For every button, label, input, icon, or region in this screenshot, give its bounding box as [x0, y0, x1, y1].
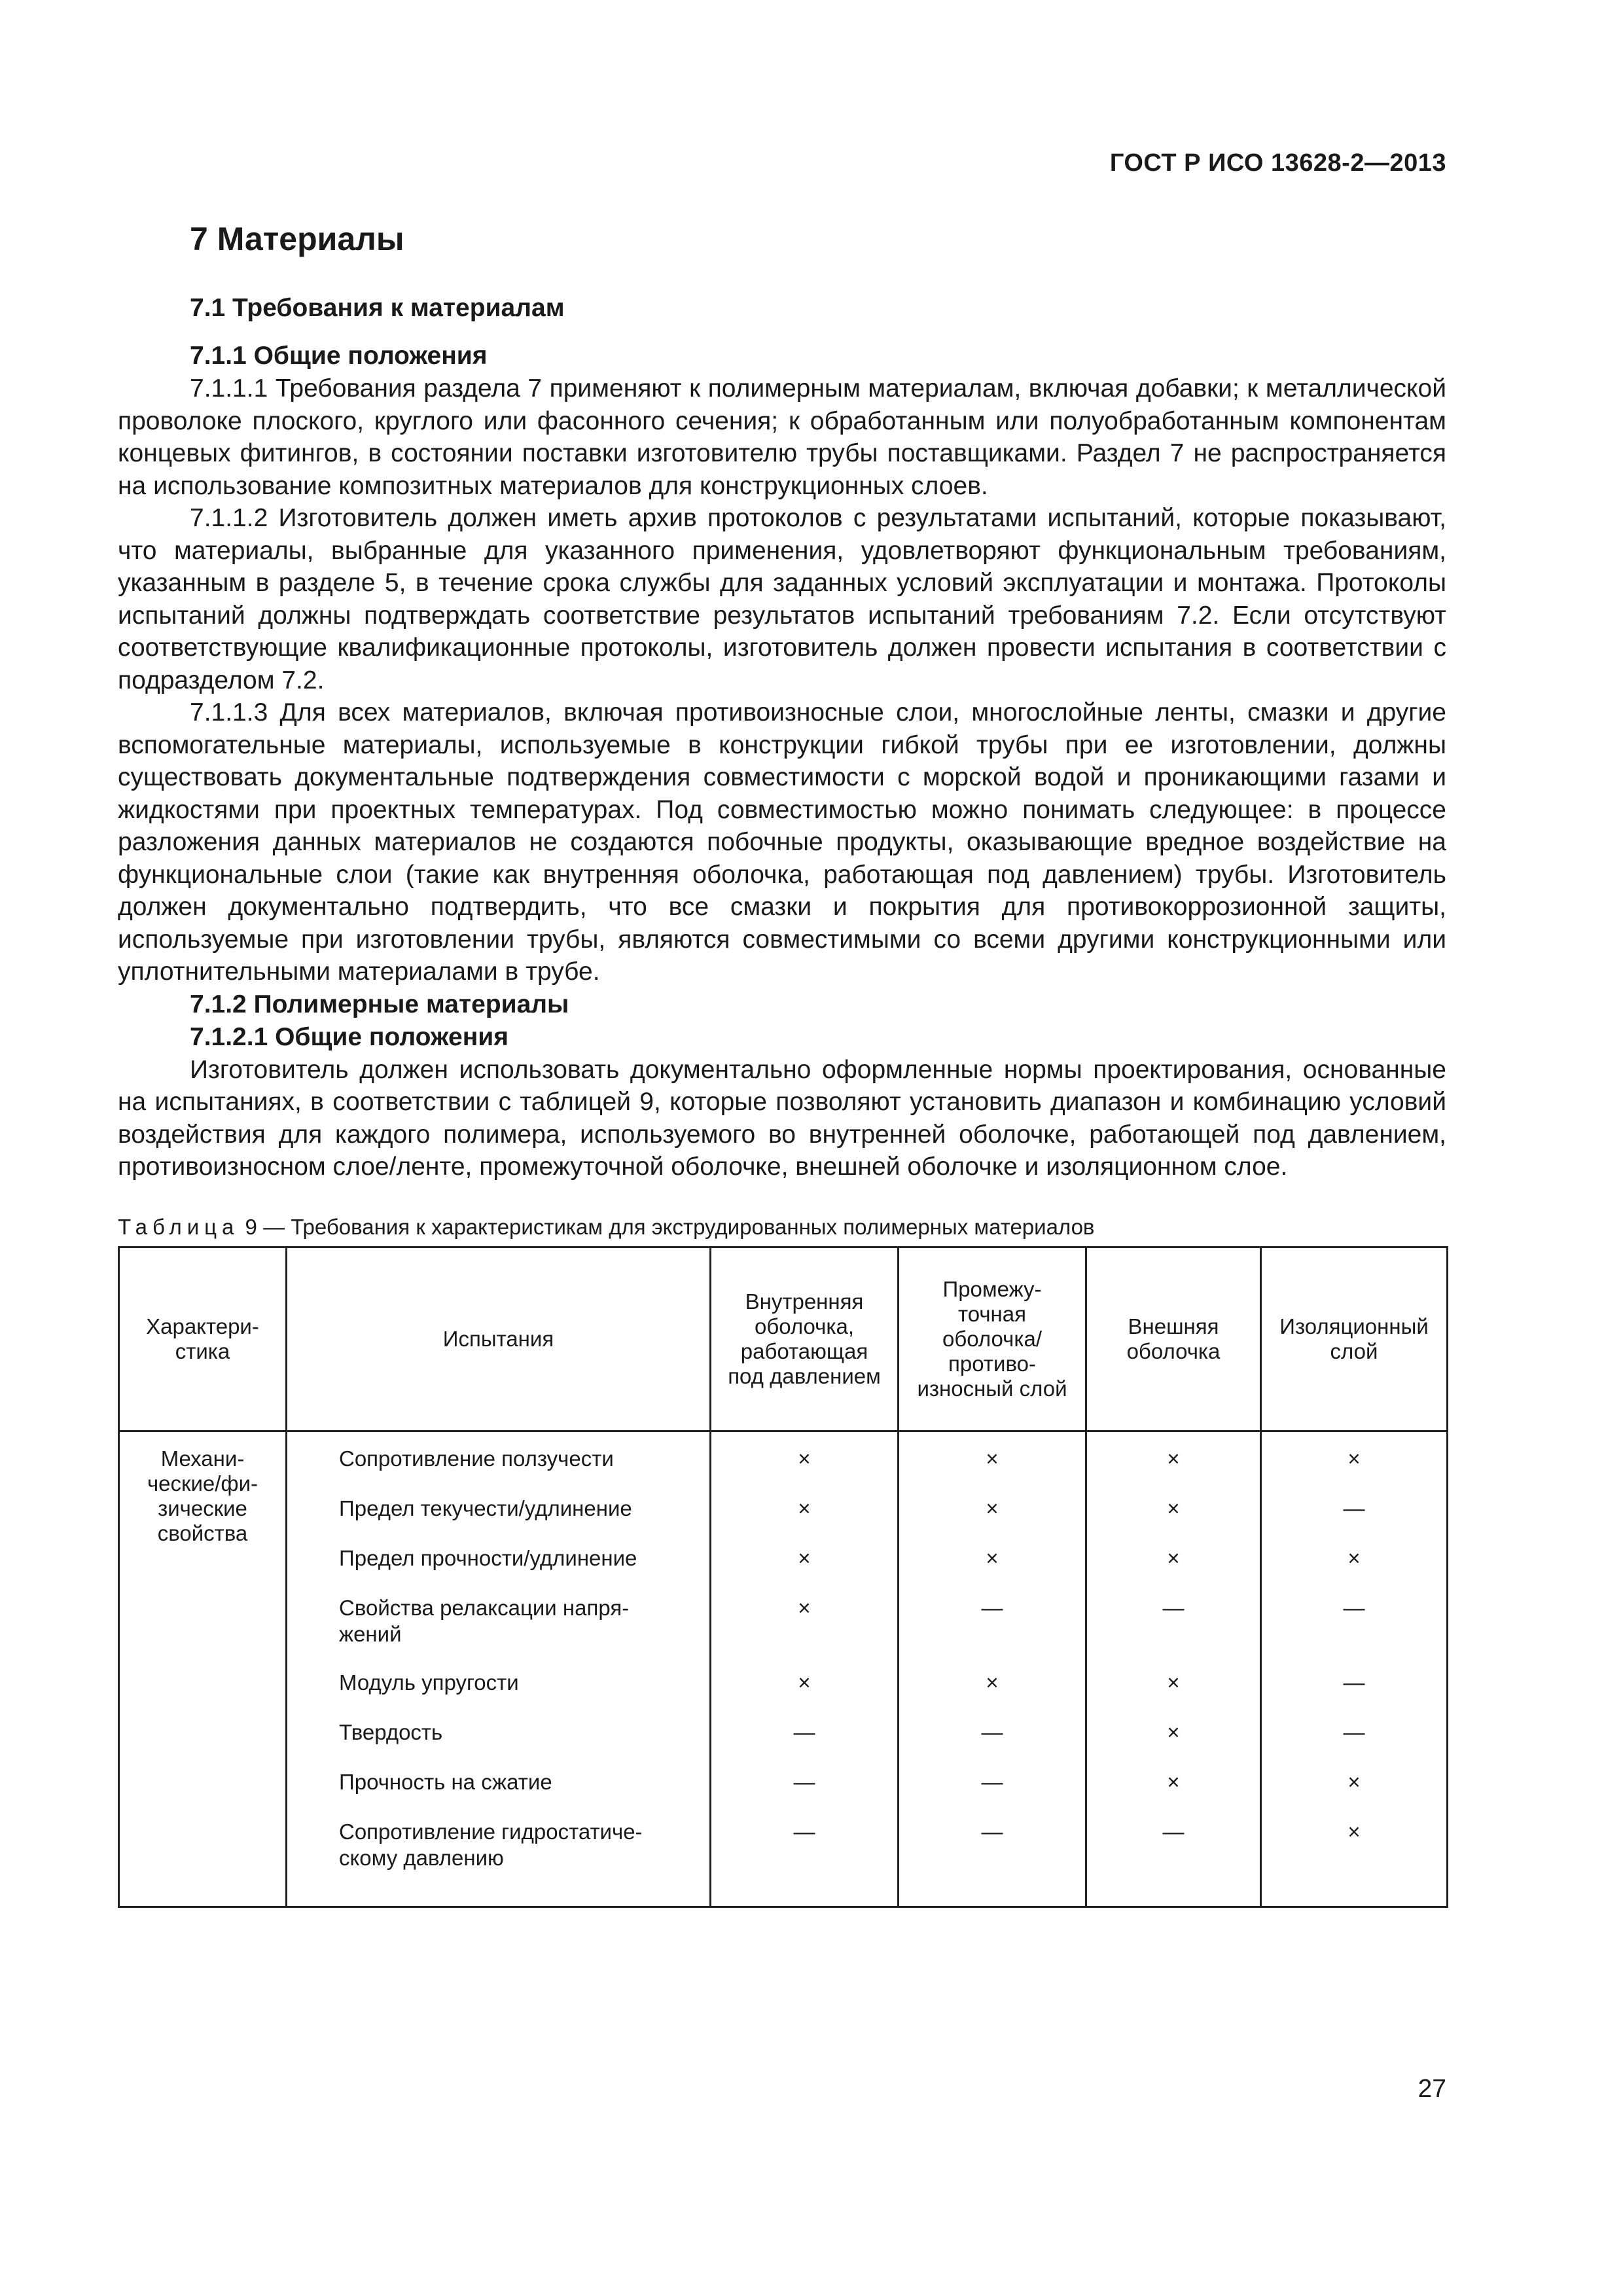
requirement-mark: ×	[1167, 1496, 1180, 1520]
requirement-mark: ×	[1167, 1769, 1180, 1794]
clause-7-1-2-1-title: 7.1.2.1 Общие положения	[190, 1022, 509, 1051]
table-body-row	[119, 1431, 1448, 1907]
tests-cell	[287, 1431, 711, 1907]
paragraph-7-1-1-1: 7.1.1.1 Требования раздела 7 применяют к полимерным материалам, включая добавки; к металлической проволоке плоского, круглого или фасонного сечения; к обработанным или полуобработанным компонентам концевых фитингов, в состоянии поставки изготовителю трубы поставщиками. Раздел 7 не распространяется на использование композитных материалов для конструкционных слоев.	[118, 374, 1446, 500]
requirement-mark: —	[793, 1819, 815, 1844]
test-name: Твердость	[339, 1719, 443, 1744]
requirement-mark: ×	[986, 1670, 999, 1695]
requirement-mark: ×	[1347, 1545, 1361, 1570]
requirement-mark: ×	[798, 1496, 811, 1520]
test-name: Прочность на сжатие	[339, 1769, 552, 1794]
table-caption-text: 9 — Требования к характеристикам для экструдированных полимерных материалов	[239, 1214, 1095, 1239]
requirement-mark: —	[1343, 1670, 1365, 1695]
header-intermediate-sheath: Промежу- точная оболочка/ противо- износный слой	[899, 1247, 1086, 1431]
requirement-mark: —	[793, 1769, 815, 1794]
requirement-mark: —	[981, 1769, 1003, 1794]
inner-sheath-cell	[711, 1431, 899, 1907]
requirement-mark: —	[1162, 1595, 1185, 1620]
intermediate-sheath-cell	[899, 1431, 1086, 1907]
header-tests: Испытания	[287, 1247, 711, 1431]
requirement-mark: ×	[798, 1595, 811, 1620]
document-code: ГОСТ Р ИСО 13628-2—2013	[1109, 149, 1446, 177]
requirement-mark: ×	[798, 1670, 811, 1695]
intermediate-sheath-marks	[900, 1433, 1084, 1905]
requirement-mark: —	[1343, 1595, 1365, 1620]
test-name: Сопротивление гидростатиче- скому давлению	[339, 1819, 643, 1870]
header-characteristic: Характери- стика	[119, 1247, 287, 1431]
outer-sheath-cell	[1086, 1431, 1261, 1907]
section-title: 7 Материалы	[190, 221, 404, 257]
requirement-mark: ×	[798, 1545, 811, 1570]
clause-7-1-2-title: 7.1.2 Полимерные материалы	[190, 990, 569, 1018]
requirement-mark: ×	[1167, 1545, 1180, 1570]
requirement-mark: ×	[1347, 1819, 1361, 1844]
insulation-layer-marks	[1262, 1433, 1446, 1905]
group-label: Механи- ческие/фи- зические свойства	[119, 1431, 287, 1907]
header-insulation-layer: Изоляционный слой	[1261, 1247, 1448, 1431]
requirement-mark: ×	[798, 1446, 811, 1471]
requirement-mark: —	[1343, 1496, 1365, 1520]
test-name: Предел прочности/удлинение	[339, 1545, 637, 1570]
table-caption-word: Таблица	[118, 1214, 240, 1239]
paragraph-7-1-1-2: 7.1.1.2 Изготовитель должен иметь архив протоколов с результатами испытаний, которые показывают, что материалы, выбранные для указанного применения, удовлетворяют функциональным требованиям, указанным в разделе 5, в течение срока службы для заданных условий эксплуатации и монтажа. Протоколы испытаний должны подтверждать соответствие результатов испытаний требованиям 7.2. Если отсутствуют соответствующие квалификационные протоколы, изготовитель должен провести испытания в соответствии с подразделом 7.2.	[118, 504, 1446, 694]
tests-list	[288, 1433, 709, 1905]
requirement-mark: ×	[986, 1446, 999, 1471]
requirement-mark: ×	[1167, 1446, 1180, 1471]
clause-7-1-1-title: 7.1.1 Общие положения	[190, 342, 488, 370]
header-outer-sheath: Внешняя оболочка	[1086, 1247, 1261, 1431]
test-name: Сопротивление ползучести	[339, 1446, 614, 1471]
test-name: Свойства релаксации напря- жений	[339, 1595, 630, 1646]
test-name: Модуль упругости	[339, 1670, 519, 1695]
paragraph-7-1-2-1: Изготовитель должен использовать документально оформленные нормы проектирования, основанные на испытаниях, в соответствии с таблицей 9, которые позволяют установить диапазон и комбинацию условий воздействия для каждого полимера, используемого во внутренней оболочке, работающей под давлением, противоизносном слое/ленте, промежуточной оболочке, внешней оболочке и изоляционном слое.	[118, 1055, 1446, 1181]
requirement-mark: ×	[1347, 1446, 1361, 1471]
requirement-mark: —	[1162, 1819, 1185, 1844]
page-number: 27	[1418, 2075, 1446, 2103]
requirement-mark: —	[981, 1819, 1003, 1844]
requirement-mark: —	[981, 1595, 1003, 1620]
requirement-mark: ×	[1347, 1769, 1361, 1794]
outer-sheath-marks	[1088, 1433, 1259, 1905]
test-name: Предел текучести/удлинение	[339, 1496, 632, 1520]
requirements-table	[118, 1246, 1448, 1908]
insulation-layer-cell	[1261, 1431, 1448, 1907]
inner-sheath-marks	[712, 1433, 897, 1905]
requirement-mark: —	[981, 1719, 1003, 1744]
requirement-mark: ×	[1167, 1719, 1180, 1744]
table-header-row	[119, 1247, 1448, 1431]
header-inner-sheath: Внутренняя оболочка, работающая под давлением	[711, 1247, 899, 1431]
requirement-mark: ×	[1167, 1670, 1180, 1695]
table-caption	[118, 1211, 1446, 1244]
requirement-mark: —	[1343, 1719, 1365, 1744]
subsection-title: 7.1 Требования к материалам	[190, 294, 565, 322]
paragraph-7-1-1-3: 7.1.1.3 Для всех материалов, включая противоизносные слои, многослойные ленты, смазки и другие вспомогательные материалы, используемые в конструкции гибкой трубы при ее изготовлении, должны существовать документальные подтверждения совместимости с морской водой и проникающими газами и жидкостями при проектных температурах. Под совместимостью можно понимать следующее: в процессе разложения данных материалов не создаются побочные продукты, оказывающие вредное воздействие на функциональные слои (такие как внутренняя оболочка, работающая под давлением) трубы. Изготовитель должен документально подтвердить, что все смазки и покрытия для противокоррозионной защиты, используемые при изготовлении трубы, являются совместимыми со всеми другими конструкционными или уплотнительными материалами в трубе.	[118, 698, 1446, 986]
requirement-mark: ×	[986, 1545, 999, 1570]
requirement-mark: ×	[986, 1496, 999, 1520]
page-content	[118, 203, 1446, 1908]
requirement-mark: —	[793, 1719, 815, 1744]
